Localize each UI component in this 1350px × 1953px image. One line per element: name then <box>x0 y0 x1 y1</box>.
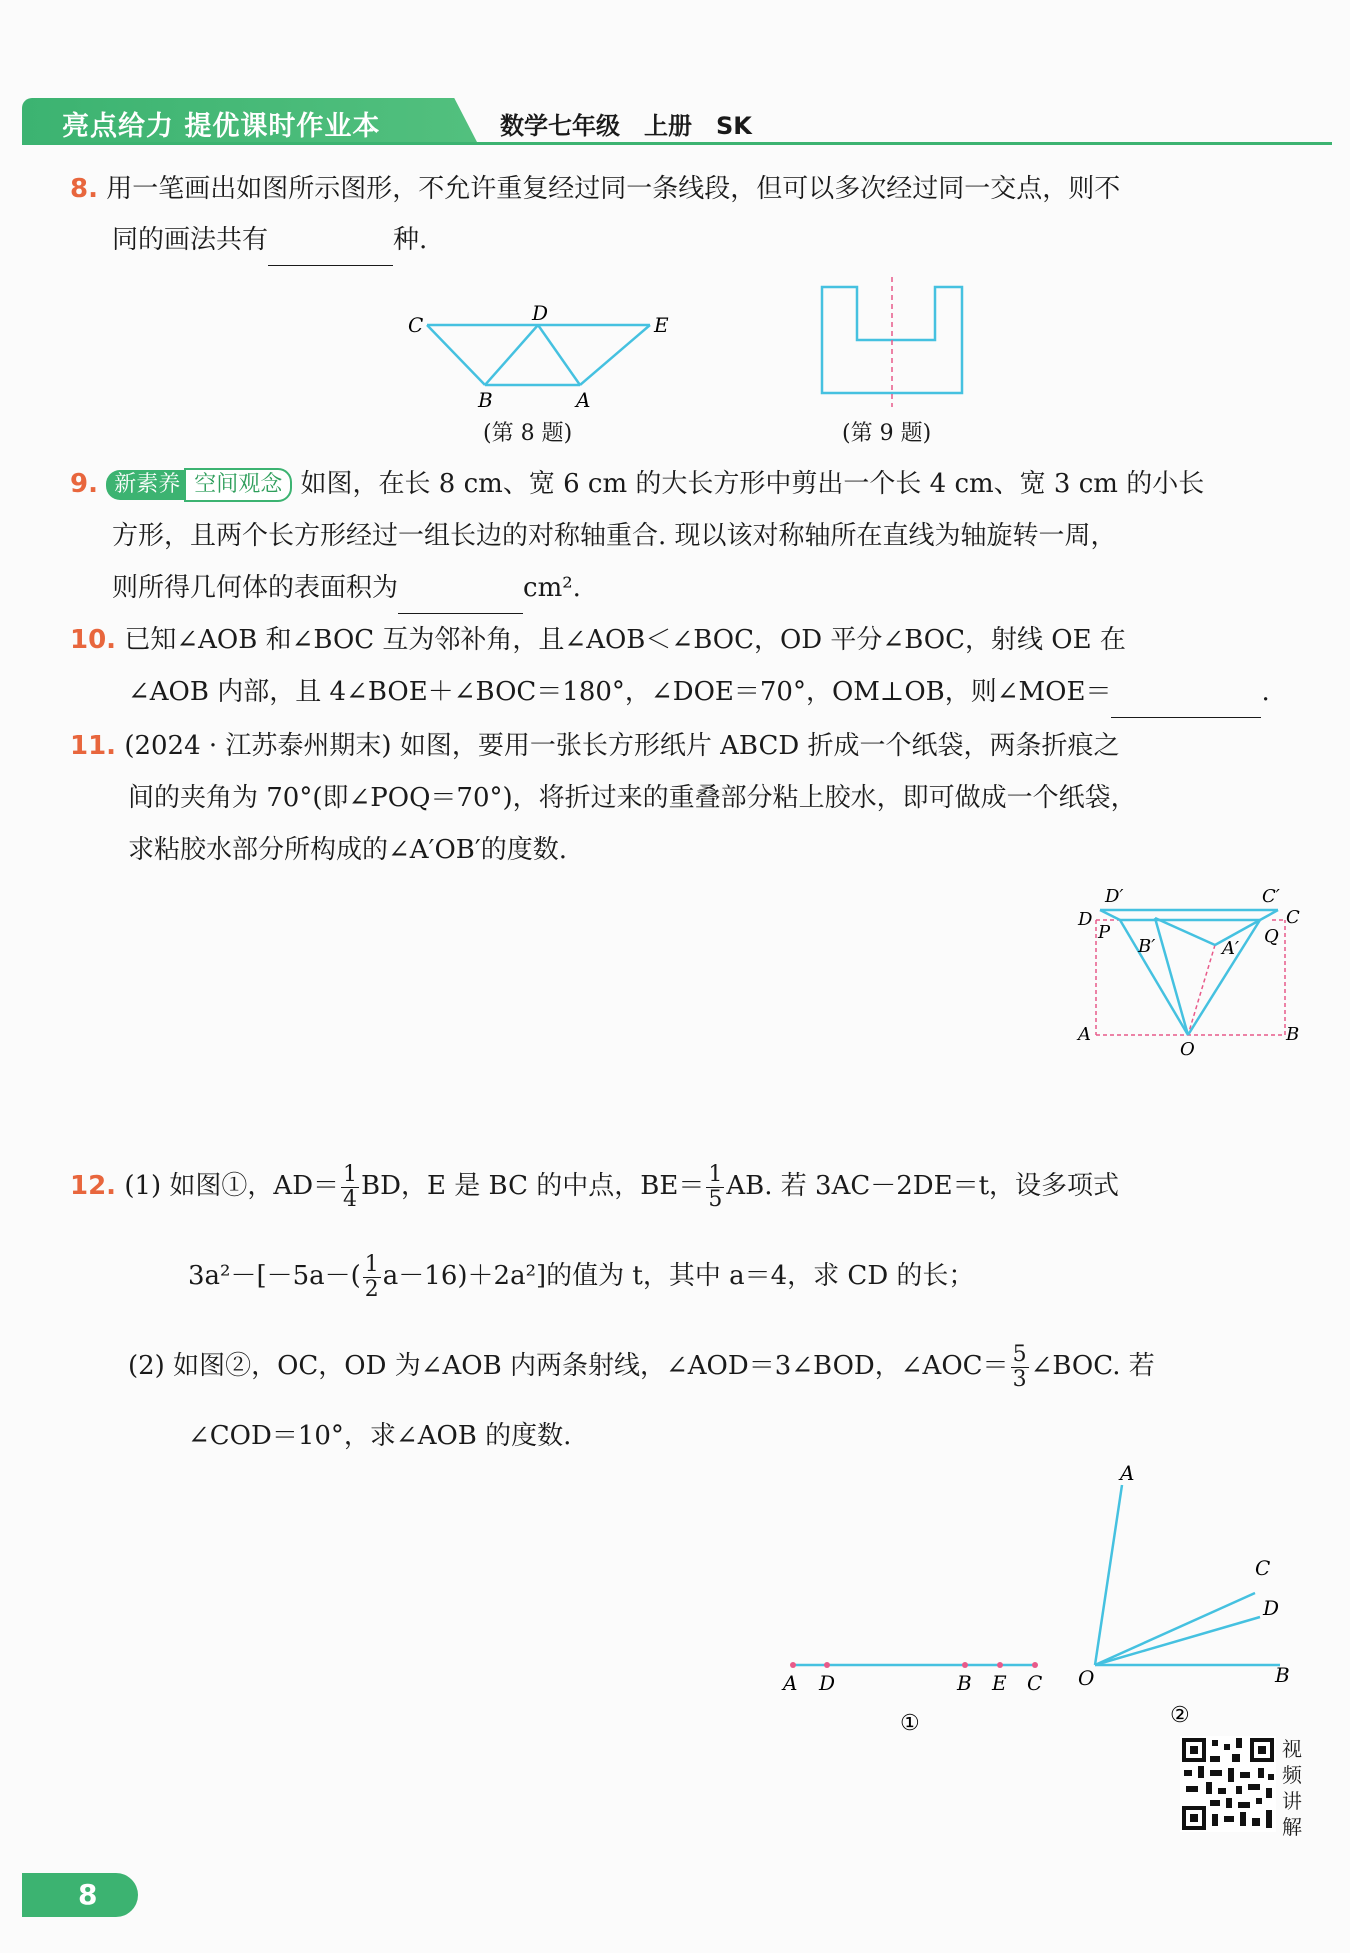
fig1-caption: ① <box>900 1711 920 1736</box>
q9-text-1: 如图，在长 8 cm、宽 6 cm 的大长方形中剪出一个长 4 cm、宽 3 cm 的小长 <box>300 469 1205 499</box>
q10-answer-blank[interactable] <box>1111 685 1261 718</box>
q10-line2 <box>128 666 1270 718</box>
qr-video-label: 视频讲解 <box>1282 1737 1302 1839</box>
q8-label-d: D <box>532 301 549 325</box>
q9-line3 <box>112 562 581 614</box>
q12-line4: ∠COD＝10°，求∠AOB 的度数. <box>188 1421 572 1451</box>
q8-line1 <box>70 163 1120 215</box>
q12-frac2-den: 5 <box>708 1186 723 1212</box>
fig2-label-o: O <box>1078 1666 1095 1690</box>
q11-text-1: (2024 · 江苏泰州期末) 如图，要用一张长方形纸片 ABCD 折成一个纸袋，两条折痕之 <box>124 731 1120 761</box>
q11-label-b: B <box>1286 1024 1300 1045</box>
q12-frac4-den: 3 <box>1012 1366 1027 1392</box>
q11-label-o: O <box>1180 1039 1195 1060</box>
q9-line1 <box>70 458 1204 510</box>
q12-frac3-den: 2 <box>364 1276 379 1302</box>
q12-text-1c: AB. 若 3AC－2DE＝t，设多项式 <box>726 1171 1120 1201</box>
q12-figure-2 <box>1070 1460 1310 1740</box>
q10-text-1: 已知∠AOB 和∠BOC 互为邻补角，且∠AOB＜∠BOC，OD 平分∠BOC，射线 OE 在 <box>124 625 1126 655</box>
q8-line2 <box>112 214 427 266</box>
q12-frac3-num: 1 <box>364 1251 379 1277</box>
q10-number: 10. <box>70 625 117 655</box>
header-subtitle: 数学七年级 上册 SK <box>500 112 752 140</box>
q8-text-1: 用一笔画出如图所示图形，不允许重复经过同一条线段，但可以多次经过同一交点，则不 <box>106 174 1121 204</box>
fig2-caption: ② <box>1170 1703 1190 1728</box>
q11-label-q: Q <box>1264 926 1279 947</box>
q8-number: 8. <box>70 174 98 204</box>
fig1-label-b: B <box>957 1671 972 1695</box>
q12-text-2a: 3a²－[－5a－( <box>188 1261 361 1291</box>
q12-fraction-2 <box>706 1163 724 1212</box>
q12-number: 12. <box>70 1171 117 1201</box>
q11-label-p: P <box>1098 922 1111 943</box>
q10-text-2: ∠AOB 内部，且 4∠BOE＋∠BOC＝180°，∠DOE＝70°，OM⊥OB，则∠MOE＝ <box>128 677 1112 707</box>
q8-text-2b: 种. <box>393 225 428 255</box>
fig1-label-d: D <box>819 1671 836 1695</box>
fig1-label-a: A <box>783 1671 798 1695</box>
q12-text-2b: a－16)＋2a²]的值为 t，其中 a＝4，求 CD 的长； <box>382 1261 975 1291</box>
q12-line2 <box>188 1245 974 1307</box>
fig1-label-c: C <box>1027 1671 1043 1695</box>
q9-badge-new-literacy: 新素养 <box>106 470 188 500</box>
fig2-label-a: A <box>1120 1461 1135 1485</box>
q12-fraction-1 <box>341 1163 359 1212</box>
q9-caption: (第 9 题) <box>842 421 932 446</box>
q8-label-c: C <box>408 313 424 337</box>
q11-label-b-prime: B′ <box>1138 936 1156 957</box>
q11-line2: 间的夹角为 70°(即∠POQ＝70°)，将折过来的重叠部分粘上胶水，即可做成一个纸袋， <box>128 783 1137 813</box>
q9-figure <box>810 275 970 415</box>
q10-text-2end: . <box>1261 677 1270 707</box>
q9-badge-spatial: 空间观念 <box>184 468 292 502</box>
q12-frac1-den: 4 <box>343 1186 358 1212</box>
qr-code-icon[interactable] <box>1180 1736 1276 1832</box>
q9-text-3a: 则所得几何体的表面积为 <box>112 573 399 603</box>
q11-label-a-prime: A′ <box>1222 938 1240 959</box>
q12-text-3a: (2) 如图②，OC，OD 为∠AOB 内两条射线，∠AOD＝3∠BOD，∠AOC＝ <box>128 1351 1009 1381</box>
q12-fraction-3 <box>363 1253 381 1302</box>
q8-answer-blank[interactable] <box>268 233 393 266</box>
q12-frac4-num: 5 <box>1012 1341 1027 1367</box>
q8-figure <box>400 300 680 415</box>
q12-text-1a: (1) 如图①，AD＝ <box>124 1171 340 1201</box>
q12-text-1b: BD，E 是 BC 的中点，BE＝ <box>361 1171 705 1201</box>
page-number: 8 <box>78 1878 98 1911</box>
header-divider <box>22 142 1332 145</box>
q8-label-a: A <box>576 388 591 412</box>
fig2-label-d: D <box>1263 1596 1280 1620</box>
q10-line1 <box>70 614 1126 666</box>
q9-text-3b: cm². <box>523 573 581 603</box>
q12-line3 <box>128 1335 1155 1397</box>
q8-label-e: E <box>654 313 669 337</box>
q9-answer-blank[interactable] <box>398 581 523 614</box>
q8-caption: (第 8 题) <box>483 421 573 446</box>
q9-number: 9. <box>70 469 98 499</box>
q11-label-d-prime: D′ <box>1105 886 1124 907</box>
q11-label-c-prime: C′ <box>1262 886 1280 907</box>
header-title: 亮点给力 提优课时作业本 <box>62 111 381 142</box>
q11-number: 11. <box>70 731 117 761</box>
q12-frac2-num: 1 <box>708 1161 723 1187</box>
q11-label-a: A <box>1078 1024 1091 1045</box>
q12-fraction-4 <box>1011 1343 1029 1392</box>
q12-text-3b: ∠BOC. 若 <box>1030 1351 1155 1381</box>
q11-line3: 求粘胶水部分所构成的∠A′OB′的度数. <box>128 835 568 865</box>
q11-label-d: D <box>1078 909 1093 930</box>
q9-line2: 方形，且两个长方形经过一组长边的对称轴重合. 现以该对称轴所在直线为轴旋转一周， <box>112 521 1117 551</box>
fig2-label-b: B <box>1275 1663 1290 1687</box>
q8-label-b: B <box>478 388 493 412</box>
fig1-label-e: E <box>992 1671 1007 1695</box>
q8-text-2a: 同的画法共有 <box>112 225 269 255</box>
q11-line1 <box>70 720 1119 772</box>
q11-label-c: C <box>1286 907 1300 928</box>
q12-line1 <box>70 1155 1119 1217</box>
q11-figure <box>1070 880 1310 1060</box>
q12-frac1-num: 1 <box>343 1161 358 1187</box>
q12-figure-1 <box>775 1650 1055 1740</box>
fig2-label-c: C <box>1255 1556 1271 1580</box>
